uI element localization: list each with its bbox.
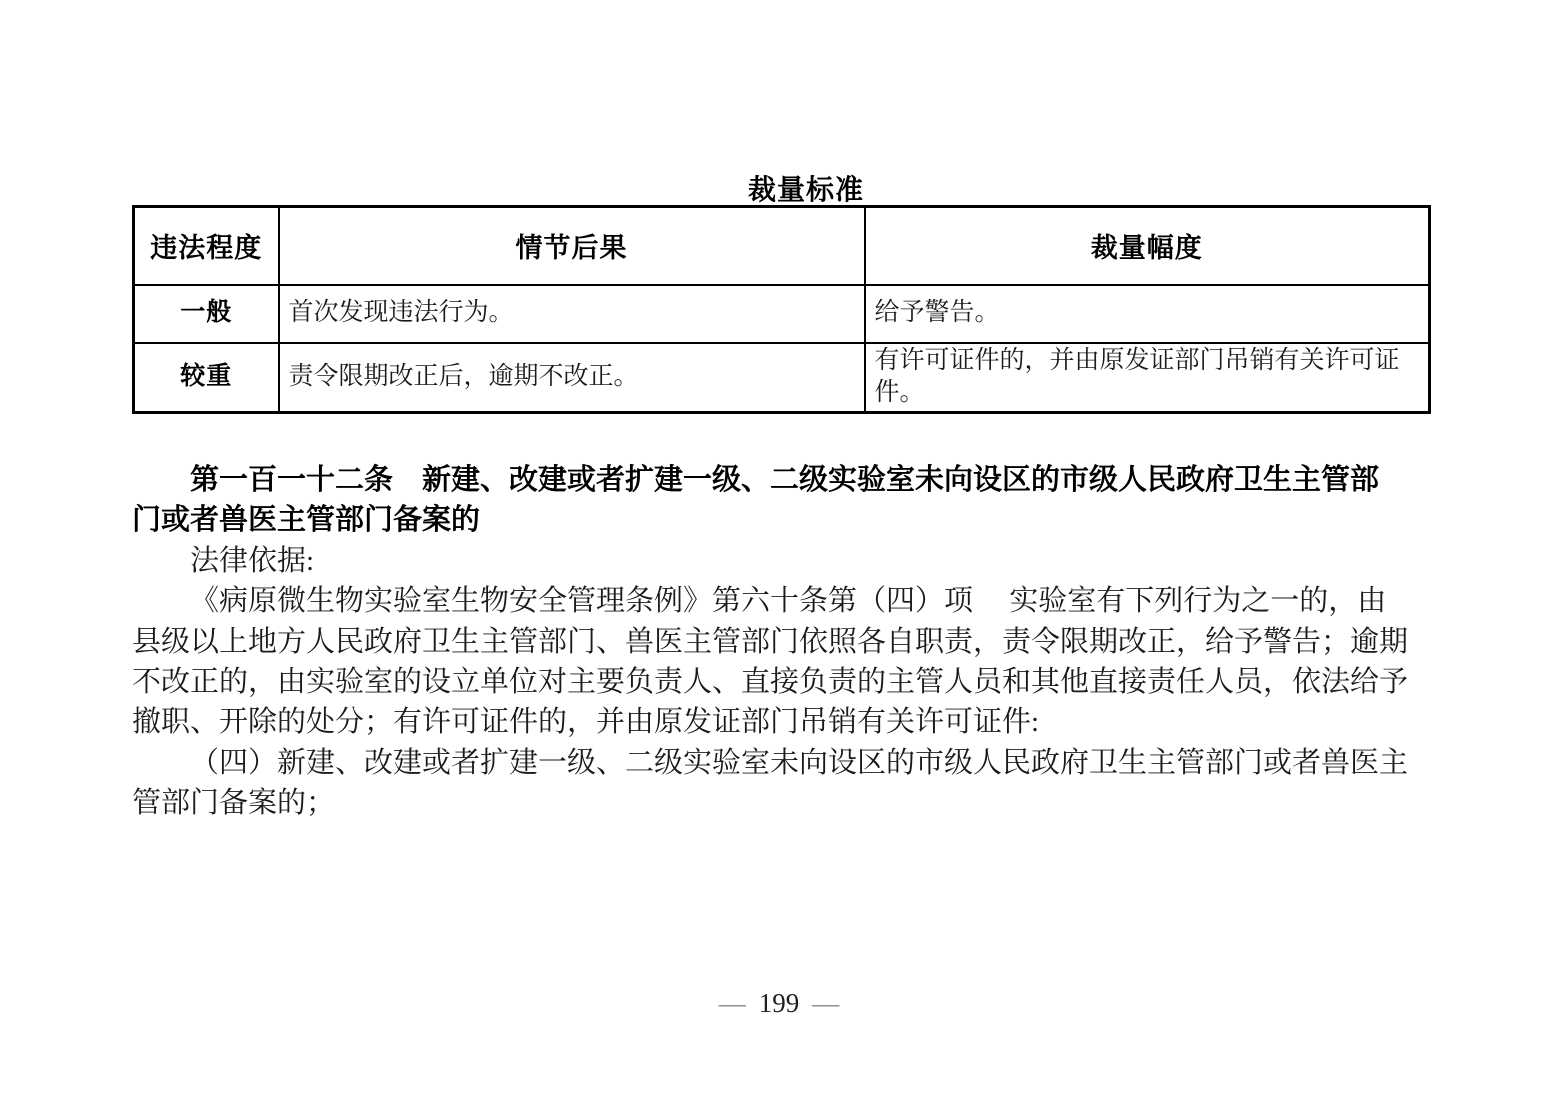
page-number [0, 988, 1558, 1019]
violation-level-cell: 一般 [134, 285, 279, 343]
circumstance-cell: 责令限期改正后，逾期不改正。 [279, 343, 865, 413]
article-heading-line: 第一百一十二条 新建、改建或者扩建一级、二级实验室未向设区的市级人民政府卫生主管部 [190, 464, 1380, 496]
table-row [134, 285, 1430, 343]
legal-basis-line: 《病原微生物实验室生物安全管理条例》第六十条第（四）项 实验室有下列行为之一的，由 [190, 585, 1387, 618]
column-header-discretion-range: 裁量幅度 [865, 207, 1430, 285]
article-heading-line: 门或者兽医主管部门备案的 [132, 504, 481, 537]
violation-level-cell: 较重 [134, 343, 279, 413]
discretion-standards-table [132, 205, 1431, 414]
legal-basis-line: 不改正的，由实验室的设立单位对主要负责人、直接负责的主管人员和其他直接责任人员，依法给予 [132, 665, 1409, 698]
discretion-range-cell: 有许可证件的，并由原发证部门吊销有关许可证件。 [865, 343, 1430, 413]
table-row [134, 343, 1430, 413]
page-number-value: 199 [758, 988, 800, 1018]
legal-basis-line: 撤职、开除的处分；有许可证件的，并由原发证部门吊销有关许可证件: [132, 706, 1040, 739]
legal-basis-line: 县级以上地方人民政府卫生主管部门、兽医主管部门依照各自职责，责令限期改正，给予警告；逾期 [132, 625, 1409, 658]
legal-basis-line: 管部门备案的； [132, 787, 336, 820]
legal-basis-line: （四）新建、改建或者扩建一级、二级实验室未向设区的市级人民政府卫生主管部门或者兽医主 [190, 746, 1409, 779]
table-header-row [134, 207, 1430, 285]
article-body [132, 460, 1430, 824]
discretion-range-cell: 给予警告。 [865, 285, 1430, 343]
legal-basis-label: 法律依据: [190, 544, 315, 577]
column-header-violation-degree: 违法程度 [134, 207, 279, 285]
page-number-dash-left: — [718, 988, 746, 1018]
page-number-dash-right: — [812, 988, 840, 1018]
page-title: 裁量标准 [747, 174, 864, 205]
column-header-circumstance: 情节后果 [279, 207, 865, 285]
circumstance-cell: 首次发现违法行为。 [279, 285, 865, 343]
